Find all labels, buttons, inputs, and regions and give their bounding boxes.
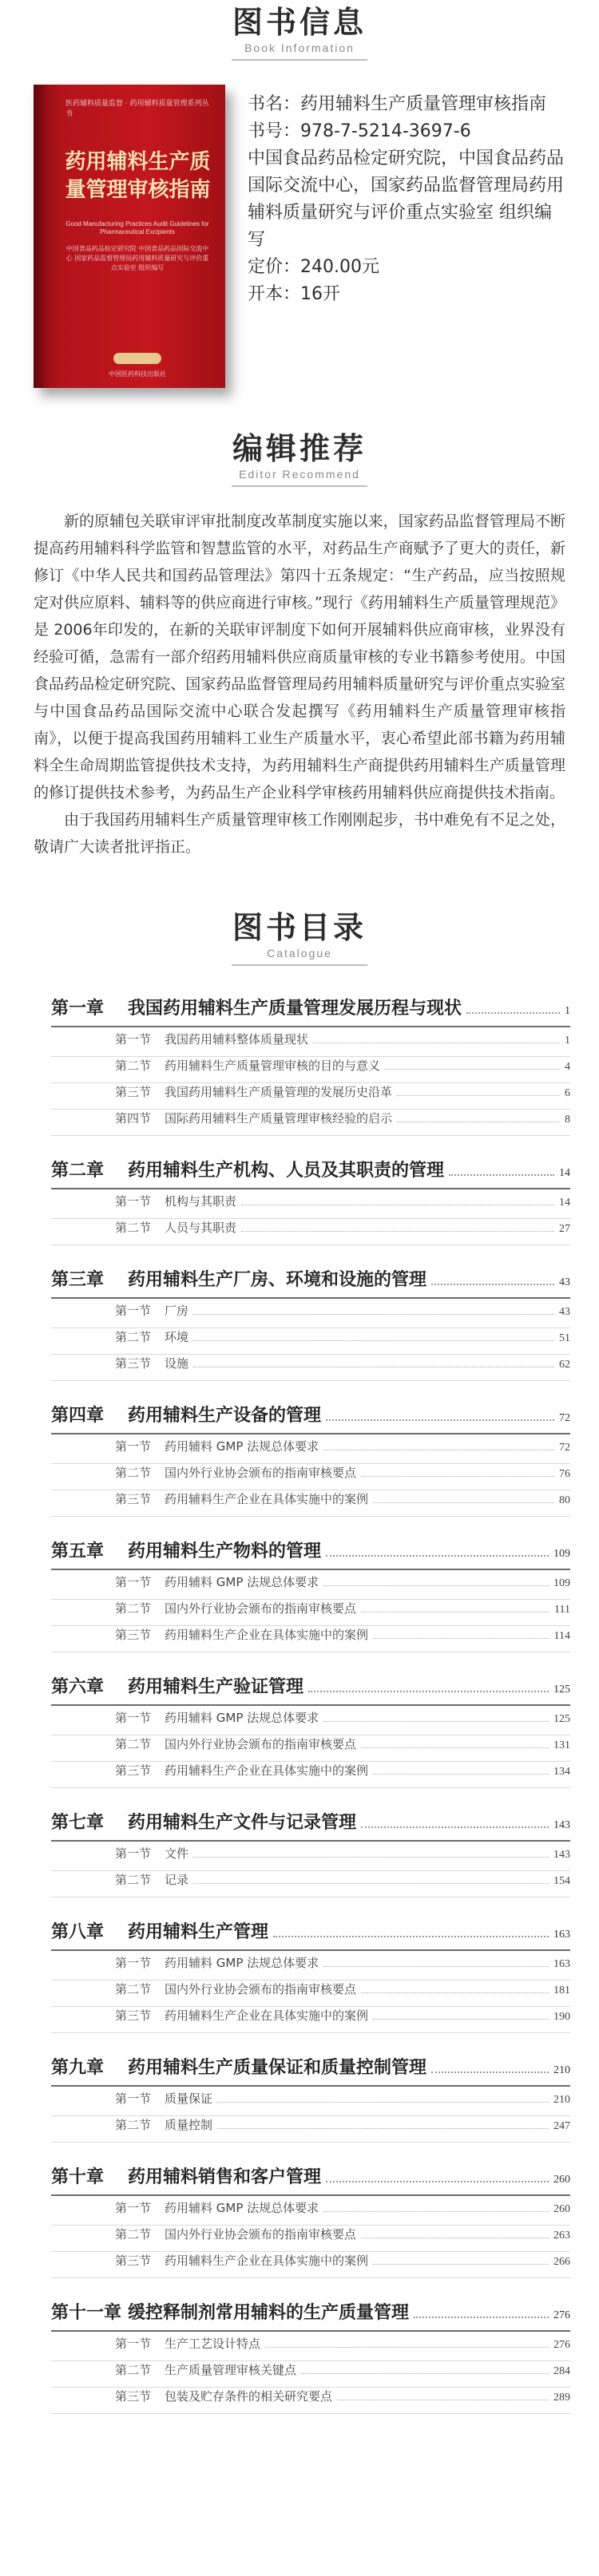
section-row[interactable] <box>51 1219 570 1245</box>
section-number: 第一节 <box>115 2337 152 2351</box>
section-name: 文件 <box>165 1846 189 1861</box>
leader-dots <box>323 1720 549 1722</box>
section-row[interactable] <box>51 1626 570 1652</box>
section-row[interactable] <box>51 1464 570 1490</box>
section-row[interactable] <box>51 1871 570 1897</box>
section-row[interactable] <box>51 1573 570 1600</box>
chapter-sections <box>51 1842 570 1897</box>
section-name: 人员与其职责 <box>165 1221 237 1235</box>
section-number: 第四节 <box>115 1111 152 1126</box>
catalogue-header <box>0 907 599 985</box>
section-number: 第二节 <box>115 1873 152 1887</box>
leader-dots <box>301 2372 549 2374</box>
chapter-title-row[interactable] <box>51 2299 570 2332</box>
section-name: 药用辅料 GMP 法规总体要求 <box>165 1711 319 1725</box>
leader-dots <box>326 1419 554 1421</box>
chapter-title-row[interactable] <box>51 2163 570 2196</box>
section-number: 第二节 <box>115 1221 152 1235</box>
book-editors: 中国食品药品检定研究院，中国食品药品国际交流中心，国家药品监督管理局药用辅料质量研究与评价重点实验室 组织编写 <box>248 148 565 250</box>
recommend-body <box>0 500 599 861</box>
toc-chapter <box>51 1537 570 1652</box>
section-page: 8 <box>565 1114 570 1126</box>
section-page: 1 <box>565 1035 570 1047</box>
leader-dots <box>385 1068 560 1070</box>
section-name: 药用辅料 GMP 法规总体要求 <box>165 1575 319 1589</box>
book-cover-image <box>34 85 225 388</box>
section-page: 134 <box>553 1766 570 1778</box>
chapter-name: 药用辅料生产机构、人员及其职责的管理 <box>128 1161 445 1181</box>
chapter-name: 药用辅料生产质量保证和质量控制管理 <box>128 2058 427 2078</box>
section-name: 环境 <box>165 1330 189 1344</box>
cover-publisher: 中国医药科技出版社 <box>109 370 166 378</box>
section-page: 266 <box>553 2256 570 2268</box>
chapter-page: 125 <box>553 1684 570 1696</box>
section-row[interactable] <box>51 1083 570 1110</box>
leader-dots <box>323 2210 549 2212</box>
section-number: 第一节 <box>115 1304 152 1318</box>
leader-dots <box>373 2263 549 2265</box>
section-row[interactable] <box>51 1302 570 1328</box>
leader-dots <box>373 1637 549 1639</box>
chapter-title-row[interactable] <box>51 1157 570 1189</box>
chapter-page: 43 <box>559 1276 570 1288</box>
section-name: 药用辅料生产质量管理审核的目的与意义 <box>165 1058 381 1073</box>
leader-dots <box>193 1882 549 1884</box>
recommend-paragraph: 新的原辅包关联审评审批制度改革制度实施以来，国家药品监督管理局不断提高药用辅料科学监管和智慧监管的水平，对药品生产商赋予了更大的责任，新修订《中华人民共和国药品管理法》第四十五条规定：“生产药品，应当按照规定对供应原料、辅料等的供应商进行审核。”现行《药用辅料生产质量管理规范》是 2006年印发的，在新的关联审评制度下如何开展辅料供应商审核，业界没有经验可循，急需有一部介绍药用辅料供应商质量审核的专业书籍参考使用。中国食品药品检定研究院、国家药品监督管理局药用辅料质量研究与评价重点实验室与中国食品药品国际交流中心联合发起撰写《药用辅料生产质量管理审核指南》，以便于提高我国药用辅料工业生产质量水平，衷心希望此部书籍为药用辅料全生命周期监管提供技术支持，为药用辅料生产商提供药用辅料生产质量管理的修订提供技术参考，为药品生产企业科学审核药用辅料供应商提供技术指南。 <box>34 512 565 801</box>
chapter-title-row[interactable] <box>51 1918 570 1951</box>
leader-dots <box>326 1554 549 1557</box>
book-info-subtitle: Book Information <box>244 41 355 54</box>
toc-chapter <box>51 995 570 1136</box>
chapter-sections <box>51 1706 570 1788</box>
section-number: 第二节 <box>115 2227 152 2242</box>
section-name: 记录 <box>165 1873 189 1887</box>
leader-dots <box>414 2316 549 2318</box>
book-spine <box>34 85 45 388</box>
leader-dots <box>361 1747 549 1748</box>
leader-dots <box>373 1773 549 1775</box>
chapter-page: 1 <box>565 1005 570 1017</box>
section-row[interactable] <box>51 1980 570 2007</box>
section-name: 国内外行业协会颁布的指南审核要点 <box>165 1982 357 1996</box>
book-meta <box>248 85 567 428</box>
section-number: 第三节 <box>115 1763 152 1778</box>
cover-title: 药用辅料生产质量管理审核指南 <box>65 150 211 203</box>
section-row[interactable] <box>51 1057 570 1083</box>
section-number: 第三节 <box>115 1356 152 1371</box>
chapter-title-row[interactable] <box>51 1266 570 1299</box>
chapter-number: 第四章 <box>51 1406 105 1426</box>
chapter-number: 第一章 <box>51 999 105 1019</box>
section-page: 4 <box>565 1061 570 1073</box>
chapter-name: 药用辅料生产验证管理 <box>128 1677 304 1697</box>
section-page: 14 <box>559 1197 570 1209</box>
section-page: 72 <box>559 1442 570 1454</box>
book-isbn: 书号：978-7-5214-3697-6 <box>248 121 471 141</box>
section-page: 80 <box>559 1494 570 1506</box>
chapter-number: 第五章 <box>51 1541 105 1561</box>
section-number: 第三节 <box>115 1492 152 1506</box>
section-number: 第二节 <box>115 1058 152 1073</box>
chapter-sections <box>51 1570 570 1652</box>
book-format: 开本：16开 <box>248 284 340 304</box>
section-number: 第二节 <box>115 1982 152 1996</box>
section-name: 我国药用辅料整体质量现状 <box>165 1032 309 1047</box>
leader-dots <box>361 2237 549 2238</box>
chapter-sections <box>51 1189 570 1245</box>
toc-chapter <box>51 1673 570 1788</box>
section-name: 药用辅料 GMP 法规总体要求 <box>165 1956 319 1970</box>
chapter-number: 第八章 <box>51 1922 105 1942</box>
leader-dots <box>193 1313 554 1315</box>
toc-chapter <box>51 2299 570 2414</box>
section-name: 国内外行业协会颁布的指南审核要点 <box>165 1601 357 1616</box>
section-page: 284 <box>553 2365 570 2377</box>
section-page: 154 <box>553 1875 570 1887</box>
book-name: 书名：药用辅料生产质量管理审核指南 <box>248 94 547 114</box>
book-price: 定价：240.00元 <box>248 257 379 277</box>
chapter-name: 药用辅料生产文件与记录管理 <box>128 1813 357 1833</box>
chapter-title-row[interactable] <box>51 1809 570 1842</box>
leader-dots <box>308 1690 549 1692</box>
section-row[interactable] <box>51 2388 570 2414</box>
header-divider <box>232 964 367 966</box>
section-name: 药用辅料生产企业在具体实施中的案例 <box>165 2254 369 2268</box>
chapter-page: 276 <box>553 2309 570 2321</box>
section-page: 109 <box>553 1577 570 1589</box>
section-name: 质量保证 <box>165 2091 213 2106</box>
chapter-number: 第六章 <box>51 1677 105 1697</box>
section-name: 药用辅料生产企业在具体实施中的案例 <box>165 1628 369 1642</box>
chapter-title-row[interactable] <box>51 1537 570 1570</box>
leader-dots <box>466 1011 560 1014</box>
chapter-number: 第十一章 <box>51 2303 122 2323</box>
section-row[interactable] <box>51 2199 570 2226</box>
section-number: 第一节 <box>115 2091 152 2106</box>
section-number: 第一节 <box>115 1194 152 1209</box>
chapter-number: 第九章 <box>51 2058 105 2078</box>
leader-dots <box>241 1230 554 1232</box>
chapter-name: 缓控释制剂常用辅料的生产质量管理 <box>128 2303 410 2323</box>
section-name: 国际药用辅料生产质量管理审核经验的启示 <box>165 1111 393 1126</box>
leader-dots <box>361 1475 554 1477</box>
section-number: 第二节 <box>115 1466 152 1480</box>
section-page: 114 <box>553 1630 570 1642</box>
section-name: 药用辅料 GMP 法规总体要求 <box>165 1439 319 1454</box>
book-info-title: 图书信息 <box>232 5 367 40</box>
section-name: 生产质量管理审核关键点 <box>165 2363 297 2377</box>
toc-chapter <box>51 1918 570 2033</box>
chapter-title-row[interactable] <box>51 1673 570 1706</box>
section-name: 包装及贮存条件的相关研究要点 <box>165 2389 333 2404</box>
chapter-page: 143 <box>553 1819 570 1831</box>
toc-chapter <box>51 2054 570 2143</box>
section-row[interactable] <box>51 2361 570 2388</box>
leader-dots <box>361 1826 549 1828</box>
chapter-name: 药用辅料生产物料的管理 <box>128 1541 322 1561</box>
leader-dots <box>323 1965 549 1967</box>
cover-editor-line: 中国食品药品检定研究院 中国食品药品国际交流中心 国家药品监督管理局药用辅料质量研究与评价重点实验室 组织编写 <box>65 245 209 271</box>
leader-dots <box>397 1121 560 1122</box>
book-info-header <box>0 0 599 78</box>
leader-dots <box>449 1173 554 1176</box>
chapter-sections <box>51 2196 570 2278</box>
section-page: 190 <box>553 2011 570 2023</box>
section-number: 第一节 <box>115 2201 152 2215</box>
section-page: 76 <box>559 1468 570 1480</box>
section-name: 国内外行业协会颁布的指南审核要点 <box>165 1466 357 1480</box>
leader-dots <box>273 1935 549 1937</box>
leader-dots <box>323 1449 554 1450</box>
chapter-page: 109 <box>553 1548 570 1560</box>
chapter-number: 第七章 <box>51 1813 105 1833</box>
section-number: 第二节 <box>115 1601 152 1616</box>
section-number: 第三节 <box>115 2254 152 2268</box>
section-page: 289 <box>553 2392 570 2404</box>
section-row[interactable] <box>51 2116 570 2143</box>
section-number: 第一节 <box>115 1439 152 1454</box>
section-row[interactable] <box>51 1954 570 1980</box>
catalogue-title: 图书目录 <box>232 910 367 945</box>
section-row[interactable] <box>51 1328 570 1355</box>
section-name: 我国药用辅料生产质量管理的发展历史沿革 <box>165 1085 393 1099</box>
leader-dots <box>361 1611 549 1612</box>
section-number: 第三节 <box>115 1085 152 1099</box>
header-divider <box>232 59 367 61</box>
section-number: 第三节 <box>115 2389 152 2404</box>
chapter-name: 我国药用辅料生产质量管理发展历程与现状 <box>128 999 462 1019</box>
section-name: 生产工艺设计特点 <box>165 2337 261 2351</box>
chapter-sections <box>51 2332 570 2414</box>
leader-dots <box>241 1204 554 1205</box>
toc-chapter <box>51 2163 570 2278</box>
section-number: 第二节 <box>115 1330 152 1344</box>
section-page: 210 <box>553 2094 570 2106</box>
section-page: 131 <box>553 1739 570 1751</box>
toc-chapter <box>51 1809 570 1897</box>
toc-chapter <box>51 1402 570 1517</box>
section-row[interactable] <box>51 1031 570 1057</box>
leader-dots <box>373 2018 549 2020</box>
section-row[interactable] <box>51 1490 570 1517</box>
section-page: 27 <box>559 1223 570 1235</box>
leader-dots <box>265 2346 549 2348</box>
section-name: 国内外行业协会颁布的指南审核要点 <box>165 1737 357 1751</box>
section-row[interactable] <box>51 2252 570 2278</box>
section-page: 260 <box>553 2203 570 2215</box>
chapter-sections <box>51 1951 570 2033</box>
section-number: 第一节 <box>115 1575 152 1589</box>
leader-dots <box>337 2399 549 2400</box>
section-name: 设施 <box>165 1356 189 1371</box>
section-name: 厂房 <box>165 1304 189 1318</box>
section-row[interactable] <box>51 1709 570 1735</box>
section-row[interactable] <box>51 2090 570 2116</box>
section-name: 药用辅料生产企业在具体实施中的案例 <box>165 1492 369 1506</box>
book-info-section <box>0 78 599 428</box>
section-page: 43 <box>559 1306 570 1318</box>
cover-english-title: Good Manufacturing Practices Audit Guidelines for Pharmaceutical Excipients <box>65 220 209 236</box>
table-of-contents <box>0 985 599 2414</box>
recommend-title: 编辑推荐 <box>232 431 367 466</box>
toc-chapter <box>51 1157 570 1245</box>
section-page: 111 <box>554 1604 570 1616</box>
chapter-sections <box>51 1299 570 1381</box>
section-name: 药用辅料 GMP 法规总体要求 <box>165 2201 319 2215</box>
section-name: 国内外行业协会颁布的指南审核要点 <box>165 2227 357 2242</box>
leader-dots <box>217 2101 549 2103</box>
chapter-number: 第十章 <box>51 2167 105 2187</box>
section-number: 第一节 <box>115 1956 152 1970</box>
section-row[interactable] <box>51 1438 570 1464</box>
chapter-page: 163 <box>553 1929 570 1941</box>
chapter-sections <box>51 1027 570 1136</box>
chapter-title-row[interactable] <box>51 995 570 1027</box>
leader-dots <box>361 1992 549 1993</box>
section-row[interactable] <box>51 2335 570 2361</box>
chapter-title-row[interactable] <box>51 2054 570 2087</box>
chapter-name: 药用辅料销售和客户管理 <box>128 2167 322 2187</box>
section-page: 143 <box>553 1849 570 1861</box>
section-row[interactable] <box>51 1735 570 1762</box>
leader-dots <box>193 1856 549 1858</box>
section-row[interactable] <box>51 2226 570 2252</box>
chapter-name: 药用辅料生产设备的管理 <box>128 1406 322 1426</box>
section-number: 第二节 <box>115 2118 152 2132</box>
section-page: 51 <box>559 1332 570 1344</box>
section-page: 247 <box>553 2120 570 2132</box>
leader-dots <box>323 1585 549 1586</box>
header-divider <box>232 485 367 487</box>
section-number: 第一节 <box>115 1032 152 1047</box>
section-row[interactable] <box>51 1845 570 1871</box>
chapter-sections <box>51 1434 570 1517</box>
section-number: 第一节 <box>115 1711 152 1725</box>
section-name: 药用辅料生产企业在具体实施中的案例 <box>165 2008 369 2023</box>
section-page: 276 <box>553 2339 570 2351</box>
section-page: 263 <box>553 2230 570 2242</box>
section-row[interactable] <box>51 1193 570 1219</box>
leader-dots <box>217 2127 549 2129</box>
leader-dots <box>313 1042 560 1043</box>
leader-dots <box>431 1283 554 1285</box>
section-name: 药用辅料生产企业在具体实施中的案例 <box>165 1763 369 1778</box>
section-page: 62 <box>559 1359 570 1371</box>
section-page: 125 <box>553 1713 570 1725</box>
leader-dots <box>397 1094 560 1096</box>
chapter-page: 260 <box>553 2174 570 2186</box>
recommend-subtitle: Editor Recommend <box>239 467 360 481</box>
section-row[interactable] <box>51 1355 570 1381</box>
toc-chapter <box>51 1266 570 1381</box>
publisher-logo-icon <box>113 353 161 364</box>
chapter-title-row[interactable] <box>51 1402 570 1434</box>
section-number: 第二节 <box>115 1737 152 1751</box>
section-row[interactable] <box>51 1600 570 1626</box>
chapter-name: 药用辅料生产厂房、环境和设施的管理 <box>128 1270 427 1290</box>
chapter-number: 第二章 <box>51 1161 105 1181</box>
section-row[interactable] <box>51 1762 570 1788</box>
chapter-page: 72 <box>559 1412 570 1424</box>
section-number: 第二节 <box>115 2363 152 2377</box>
leader-dots <box>431 2071 549 2073</box>
chapter-page: 14 <box>559 1167 570 1179</box>
cover-series-text: 医药辅料质量监督 · 药用辅料质量管理系列丛书 <box>65 100 209 118</box>
section-page: 181 <box>553 1984 570 1996</box>
section-number: 第三节 <box>115 1628 152 1642</box>
chapter-page: 210 <box>553 2064 570 2076</box>
chapter-number: 第三章 <box>51 1270 105 1290</box>
chapter-name: 药用辅料生产管理 <box>128 1922 269 1942</box>
leader-dots <box>193 1339 554 1341</box>
section-row[interactable] <box>51 1110 570 1136</box>
leader-dots <box>193 1366 554 1367</box>
leader-dots <box>373 1502 554 1503</box>
section-name: 质量控制 <box>165 2118 213 2132</box>
recommend-header <box>0 428 599 500</box>
recommend-paragraph: 由于我国药用辅料生产质量管理审核工作刚刚起步，书中难免有不足之处，敬请广大读者批评指正。 <box>34 811 565 856</box>
section-number: 第三节 <box>115 2008 152 2023</box>
leader-dots <box>326 2180 549 2182</box>
chapter-sections <box>51 2087 570 2143</box>
section-row[interactable] <box>51 2007 570 2033</box>
section-page: 163 <box>553 1958 570 1970</box>
section-page: 6 <box>565 1087 570 1099</box>
section-name: 机构与其职责 <box>165 1194 237 1209</box>
section-number: 第一节 <box>115 1846 152 1861</box>
catalogue-subtitle: Catalogue <box>267 946 332 960</box>
